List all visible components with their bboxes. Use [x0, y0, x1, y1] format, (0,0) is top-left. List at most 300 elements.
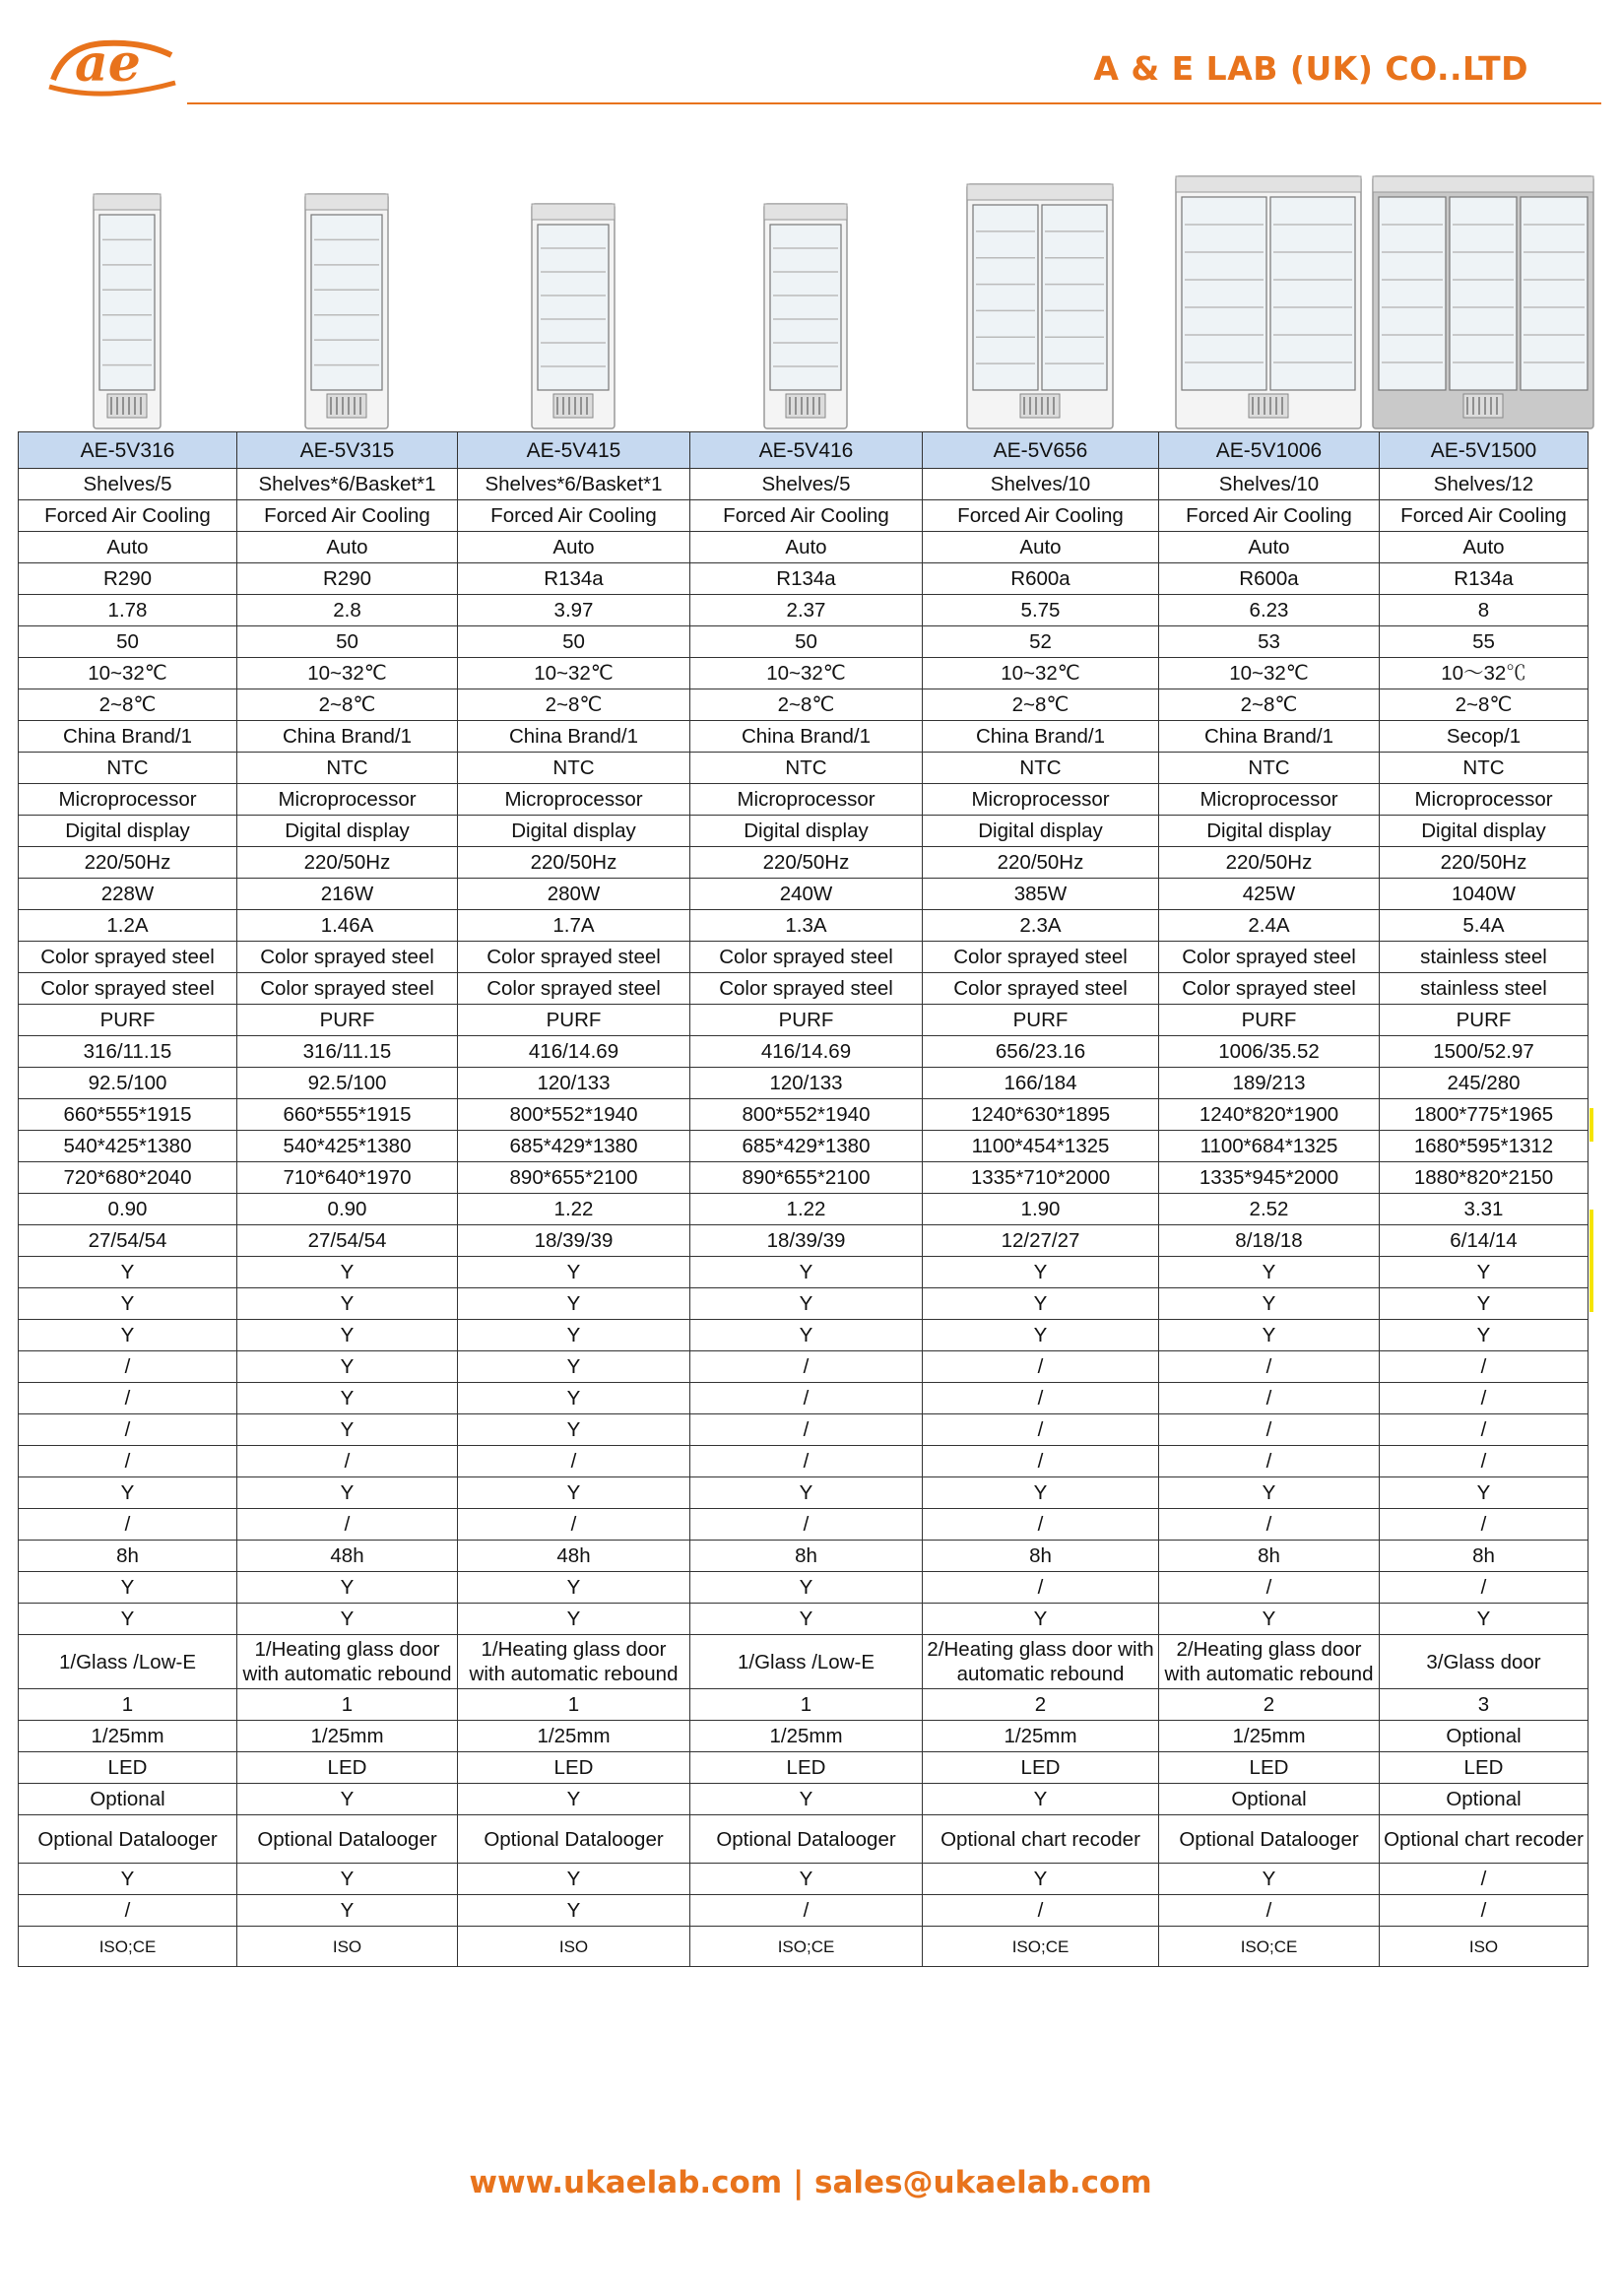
- table-row: [19, 563, 1589, 595]
- table-cell: 120/133: [690, 1068, 923, 1099]
- table-cell: Y: [690, 1604, 923, 1635]
- fridge-image: [763, 203, 848, 429]
- table-cell: Shelves/10: [1159, 469, 1380, 500]
- table-cell: PURF: [690, 1005, 923, 1036]
- table-row: [19, 1864, 1589, 1895]
- table-row: [19, 500, 1589, 532]
- table-cell: /: [237, 1446, 458, 1477]
- table-cell: Y: [237, 1288, 458, 1320]
- table-cell: 166/184: [923, 1068, 1159, 1099]
- fridge-image: [93, 193, 162, 429]
- table-cell: 1680*595*1312: [1380, 1131, 1589, 1162]
- page-header: [0, 0, 1621, 108]
- table-cell: PURF: [1159, 1005, 1380, 1036]
- table-cell: /: [1380, 1572, 1589, 1604]
- logo-letters: ae: [75, 33, 141, 94]
- table-cell: Y: [458, 1864, 690, 1895]
- table-cell: Y: [237, 1320, 458, 1351]
- table-cell: Forced Air Cooling: [690, 500, 923, 532]
- table-row: [19, 626, 1589, 658]
- table-cell: 50: [237, 626, 458, 658]
- table-cell: ISO;CE: [923, 1927, 1159, 1967]
- table-cell: /: [1380, 1864, 1589, 1895]
- table-cell: 2~8℃: [458, 689, 690, 721]
- table-cell: 220/50Hz: [19, 847, 237, 879]
- table-cell: /: [923, 1446, 1159, 1477]
- table-cell: 1/25mm: [1159, 1721, 1380, 1752]
- table-cell: Forced Air Cooling: [237, 500, 458, 532]
- table-row: [19, 1689, 1589, 1721]
- table-cell: 5.75: [923, 595, 1159, 626]
- table-cell: Y: [458, 1320, 690, 1351]
- table-cell: Y: [458, 1604, 690, 1635]
- table-cell: /: [923, 1572, 1159, 1604]
- highlight-mark: [1589, 1108, 1593, 1142]
- table-cell: Microprocessor: [458, 784, 690, 816]
- table-cell: Y: [237, 1864, 458, 1895]
- table-cell: Auto: [1159, 532, 1380, 563]
- table-cell: Digital display: [458, 816, 690, 847]
- table-row: [19, 1572, 1589, 1604]
- model-name-cell: AE-5V1006: [1159, 432, 1380, 469]
- table-cell: 1.7A: [458, 910, 690, 942]
- table-cell: 2.3A: [923, 910, 1159, 942]
- table-cell: China Brand/1: [690, 721, 923, 753]
- table-cell: Auto: [690, 532, 923, 563]
- table-cell: Y: [458, 1351, 690, 1383]
- table-cell: 50: [19, 626, 237, 658]
- table-cell: PURF: [458, 1005, 690, 1036]
- table-cell: /: [690, 1383, 923, 1414]
- fridge-image: [1175, 175, 1362, 429]
- table-cell: /: [19, 1446, 237, 1477]
- table-cell: Y: [237, 1414, 458, 1446]
- fridge-image: [966, 183, 1114, 429]
- table-cell: Digital display: [1380, 816, 1589, 847]
- table-row: [19, 1257, 1589, 1288]
- table-cell: Forced Air Cooling: [19, 500, 237, 532]
- table-cell: 220/50Hz: [690, 847, 923, 879]
- table-cell: Y: [690, 1288, 923, 1320]
- fridge-image: [1372, 175, 1594, 429]
- table-cell: LED: [1159, 1752, 1380, 1784]
- table-cell: Secop/1: [1380, 721, 1589, 753]
- table-cell: 220/50Hz: [237, 847, 458, 879]
- table-cell: Y: [458, 1288, 690, 1320]
- table-cell: 1/Glass /Low-E: [19, 1635, 237, 1689]
- table-cell: Shelves/10: [923, 469, 1159, 500]
- table-cell: /: [1159, 1509, 1380, 1541]
- table-cell: 12/27/27: [923, 1225, 1159, 1257]
- table-cell: 10~32℃: [19, 658, 237, 689]
- table-cell: Y: [923, 1257, 1159, 1288]
- fridge-image: [304, 193, 389, 429]
- table-cell: Optional Datalooger: [237, 1815, 458, 1864]
- table-cell: 189/213: [1159, 1068, 1380, 1099]
- table-cell: Color sprayed steel: [458, 973, 690, 1005]
- table-cell: Y: [19, 1604, 237, 1635]
- model-name-cell: AE-5V315: [237, 432, 458, 469]
- table-cell: Y: [458, 1477, 690, 1509]
- table-cell: /: [1159, 1351, 1380, 1383]
- table-row: [19, 973, 1589, 1005]
- table-cell: /: [1159, 1446, 1380, 1477]
- table-cell: /: [923, 1414, 1159, 1446]
- table-cell: 8h: [923, 1541, 1159, 1572]
- table-cell: Forced Air Cooling: [1159, 500, 1380, 532]
- table-cell: ISO;CE: [1159, 1927, 1380, 1967]
- table-cell: Y: [458, 1784, 690, 1815]
- table-cell: ISO;CE: [19, 1927, 237, 1967]
- table-cell: Y: [923, 1320, 1159, 1351]
- table-cell: 1.22: [690, 1194, 923, 1225]
- table-cell: /: [923, 1351, 1159, 1383]
- table-cell: Y: [19, 1320, 237, 1351]
- table-row: [19, 1477, 1589, 1509]
- table-cell: Y: [237, 1257, 458, 1288]
- table-cell: Digital display: [237, 816, 458, 847]
- table-cell: Color sprayed steel: [19, 973, 237, 1005]
- table-cell: /: [1380, 1414, 1589, 1446]
- table-cell: 92.5/100: [19, 1068, 237, 1099]
- table-cell: Y: [1159, 1288, 1380, 1320]
- table-row: [19, 879, 1589, 910]
- table-cell: R600a: [923, 563, 1159, 595]
- table-cell: Y: [458, 1383, 690, 1414]
- table-cell: 2~8℃: [923, 689, 1159, 721]
- product-photos: [18, 165, 1588, 429]
- spec-table: [18, 431, 1589, 1967]
- table-cell: 425W: [1159, 879, 1380, 910]
- table-cell: Color sprayed steel: [19, 942, 237, 973]
- table-cell: 416/14.69: [690, 1036, 923, 1068]
- table-cell: /: [690, 1446, 923, 1477]
- table-cell: Y: [19, 1864, 237, 1895]
- table-cell: PURF: [237, 1005, 458, 1036]
- table-cell: ISO: [237, 1927, 458, 1967]
- table-cell: Y: [458, 1257, 690, 1288]
- table-row: [19, 1927, 1589, 1967]
- table-cell: 2.8: [237, 595, 458, 626]
- table-cell: 2.52: [1159, 1194, 1380, 1225]
- table-cell: 1800*775*1965: [1380, 1099, 1589, 1131]
- model-name-cell: AE-5V1500: [1380, 432, 1589, 469]
- table-cell: 1100*684*1325: [1159, 1131, 1380, 1162]
- table-cell: 416/14.69: [458, 1036, 690, 1068]
- table-cell: Color sprayed steel: [1159, 973, 1380, 1005]
- table-cell: /: [237, 1509, 458, 1541]
- table-cell: R290: [237, 563, 458, 595]
- table-cell: 0.90: [19, 1194, 237, 1225]
- table-cell: Y: [690, 1320, 923, 1351]
- table-row: [19, 469, 1589, 500]
- table-cell: Optional: [1159, 1784, 1380, 1815]
- table-cell: 660*555*1915: [19, 1099, 237, 1131]
- table-row: [19, 1225, 1589, 1257]
- table-cell: China Brand/1: [237, 721, 458, 753]
- table-cell: NTC: [19, 753, 237, 784]
- table-cell: Optional Datalooger: [19, 1815, 237, 1864]
- table-cell: Color sprayed steel: [690, 973, 923, 1005]
- table-cell: PURF: [1380, 1005, 1589, 1036]
- table-cell: /: [1159, 1895, 1380, 1927]
- table-cell: LED: [19, 1752, 237, 1784]
- table-cell: ISO;CE: [690, 1927, 923, 1967]
- table-header-row: [19, 432, 1589, 469]
- table-cell: stainless steel: [1380, 942, 1589, 973]
- table-cell: Auto: [237, 532, 458, 563]
- table-cell: 2~8℃: [1380, 689, 1589, 721]
- table-cell: 52: [923, 626, 1159, 658]
- table-row: [19, 1509, 1589, 1541]
- table-cell: Digital display: [690, 816, 923, 847]
- table-cell: Microprocessor: [1380, 784, 1589, 816]
- table-cell: Y: [237, 1895, 458, 1927]
- table-cell: Optional: [19, 1784, 237, 1815]
- table-cell: LED: [237, 1752, 458, 1784]
- table-row: [19, 595, 1589, 626]
- table-cell: NTC: [1380, 753, 1589, 784]
- table-row: [19, 1635, 1589, 1689]
- table-cell: stainless steel: [1380, 973, 1589, 1005]
- table-row: [19, 532, 1589, 563]
- table-cell: 1.90: [923, 1194, 1159, 1225]
- table-cell: R134a: [458, 563, 690, 595]
- table-cell: 50: [690, 626, 923, 658]
- table-cell: Optional: [1380, 1784, 1589, 1815]
- table-cell: Shelves*6/Basket*1: [237, 469, 458, 500]
- table-row: [19, 1005, 1589, 1036]
- table-cell: 1/25mm: [19, 1721, 237, 1752]
- table-cell: 55: [1380, 626, 1589, 658]
- table-cell: Shelves/5: [690, 469, 923, 500]
- table-cell: 92.5/100: [237, 1068, 458, 1099]
- table-cell: Optional Datalooger: [458, 1815, 690, 1864]
- table-cell: 220/50Hz: [458, 847, 690, 879]
- table-cell: /: [690, 1895, 923, 1927]
- table-cell: 8h: [1380, 1541, 1589, 1572]
- table-row: [19, 1604, 1589, 1635]
- table-cell: Y: [690, 1572, 923, 1604]
- table-cell: 220/50Hz: [1159, 847, 1380, 879]
- table-row: [19, 753, 1589, 784]
- table-row: [19, 1351, 1589, 1383]
- table-cell: ISO: [1380, 1927, 1589, 1967]
- table-cell: 540*425*1380: [19, 1131, 237, 1162]
- table-cell: 53: [1159, 626, 1380, 658]
- table-cell: Microprocessor: [19, 784, 237, 816]
- table-cell: China Brand/1: [458, 721, 690, 753]
- table-cell: R134a: [690, 563, 923, 595]
- table-cell: 3.31: [1380, 1194, 1589, 1225]
- table-cell: PURF: [19, 1005, 237, 1036]
- table-cell: 1100*454*1325: [923, 1131, 1159, 1162]
- table-cell: 316/11.15: [19, 1036, 237, 1068]
- table-cell: /: [690, 1351, 923, 1383]
- table-cell: /: [1380, 1351, 1589, 1383]
- table-row: [19, 1320, 1589, 1351]
- table-cell: 1/Heating glass door with automatic rebound: [237, 1635, 458, 1689]
- table-cell: /: [690, 1414, 923, 1446]
- table-cell: 660*555*1915: [237, 1099, 458, 1131]
- table-row: [19, 1068, 1589, 1099]
- table-cell: Y: [237, 1383, 458, 1414]
- table-cell: NTC: [237, 753, 458, 784]
- table-cell: 48h: [458, 1541, 690, 1572]
- table-cell: 1/Heating glass door with automatic rebound: [458, 1635, 690, 1689]
- table-row: [19, 1036, 1589, 1068]
- table-cell: Optional chart recoder: [923, 1815, 1159, 1864]
- table-cell: Y: [923, 1864, 1159, 1895]
- table-cell: 1.2A: [19, 910, 237, 942]
- table-cell: 120/133: [458, 1068, 690, 1099]
- table-cell: Y: [690, 1864, 923, 1895]
- table-cell: 2: [923, 1689, 1159, 1721]
- table-cell: 1/25mm: [690, 1721, 923, 1752]
- table-cell: Y: [237, 1604, 458, 1635]
- table-cell: LED: [458, 1752, 690, 1784]
- table-cell: /: [1380, 1509, 1589, 1541]
- table-row: [19, 1446, 1589, 1477]
- table-cell: 8h: [19, 1541, 237, 1572]
- table-cell: 3.97: [458, 595, 690, 626]
- table-cell: 10~32℃: [690, 658, 923, 689]
- table-cell: Shelves*6/Basket*1: [458, 469, 690, 500]
- table-cell: 1: [690, 1689, 923, 1721]
- table-cell: Microprocessor: [237, 784, 458, 816]
- table-cell: Y: [690, 1477, 923, 1509]
- table-cell: 27/54/54: [237, 1225, 458, 1257]
- table-cell: Y: [19, 1572, 237, 1604]
- table-cell: 10~32℃: [458, 658, 690, 689]
- table-cell: 0.90: [237, 1194, 458, 1225]
- table-cell: Y: [923, 1604, 1159, 1635]
- table-cell: 656/23.16: [923, 1036, 1159, 1068]
- table-row: [19, 1752, 1589, 1784]
- table-cell: LED: [1380, 1752, 1589, 1784]
- table-cell: /: [458, 1446, 690, 1477]
- table-cell: 1/25mm: [237, 1721, 458, 1752]
- table-cell: 50: [458, 626, 690, 658]
- table-cell: Optional chart recoder: [1380, 1815, 1589, 1864]
- table-cell: 280W: [458, 879, 690, 910]
- table-cell: 3/Glass door: [1380, 1635, 1589, 1689]
- table-cell: 220/50Hz: [923, 847, 1159, 879]
- table-cell: NTC: [458, 753, 690, 784]
- table-cell: Y: [923, 1477, 1159, 1509]
- table-cell: Color sprayed steel: [458, 942, 690, 973]
- header-divider: [187, 102, 1601, 104]
- table-cell: 1335*710*2000: [923, 1162, 1159, 1194]
- table-cell: PURF: [923, 1005, 1159, 1036]
- table-cell: Auto: [1380, 532, 1589, 563]
- table-cell: Microprocessor: [923, 784, 1159, 816]
- table-cell: Color sprayed steel: [923, 942, 1159, 973]
- table-cell: 10~32℃: [1159, 658, 1380, 689]
- table-cell: Color sprayed steel: [237, 973, 458, 1005]
- table-cell: Color sprayed steel: [690, 942, 923, 973]
- table-row: [19, 1541, 1589, 1572]
- table-cell: NTC: [690, 753, 923, 784]
- table-cell: 8h: [690, 1541, 923, 1572]
- table-cell: Y: [458, 1414, 690, 1446]
- table-cell: 216W: [237, 879, 458, 910]
- table-row: [19, 1288, 1589, 1320]
- table-cell: 8h: [1159, 1541, 1380, 1572]
- table-cell: 6/14/14: [1380, 1225, 1589, 1257]
- table-cell: 720*680*2040: [19, 1162, 237, 1194]
- table-cell: /: [1159, 1572, 1380, 1604]
- model-name-cell: AE-5V656: [923, 432, 1159, 469]
- table-row: [19, 1815, 1589, 1864]
- table-cell: Y: [458, 1895, 690, 1927]
- table-cell: NTC: [1159, 753, 1380, 784]
- table-cell: Y: [1380, 1477, 1589, 1509]
- table-cell: /: [19, 1509, 237, 1541]
- table-cell: R600a: [1159, 563, 1380, 595]
- table-cell: 1/25mm: [458, 1721, 690, 1752]
- table-cell: Y: [458, 1572, 690, 1604]
- table-cell: Y: [1159, 1477, 1380, 1509]
- table-row: [19, 1721, 1589, 1752]
- table-cell: Auto: [19, 532, 237, 563]
- table-cell: Y: [237, 1784, 458, 1815]
- table-cell: /: [923, 1383, 1159, 1414]
- table-cell: Color sprayed steel: [923, 973, 1159, 1005]
- table-cell: 18/39/39: [690, 1225, 923, 1257]
- table-cell: Shelves/5: [19, 469, 237, 500]
- table-cell: China Brand/1: [19, 721, 237, 753]
- table-cell: 2: [1159, 1689, 1380, 1721]
- table-cell: Y: [1159, 1864, 1380, 1895]
- table-cell: 1335*945*2000: [1159, 1162, 1380, 1194]
- table-cell: Digital display: [19, 816, 237, 847]
- table-cell: 1500/52.97: [1380, 1036, 1589, 1068]
- table-cell: 800*552*1940: [690, 1099, 923, 1131]
- table-cell: 1/25mm: [923, 1721, 1159, 1752]
- table-cell: 10～32℃: [1380, 658, 1589, 689]
- table-cell: /: [1159, 1414, 1380, 1446]
- table-cell: Auto: [458, 532, 690, 563]
- table-cell: 1880*820*2150: [1380, 1162, 1589, 1194]
- table-cell: LED: [923, 1752, 1159, 1784]
- table-cell: 10~32℃: [237, 658, 458, 689]
- table-cell: /: [19, 1895, 237, 1927]
- table-cell: Optional: [1380, 1721, 1589, 1752]
- table-cell: 1.46A: [237, 910, 458, 942]
- table-cell: ISO: [458, 1927, 690, 1967]
- table-cell: Color sprayed steel: [1159, 942, 1380, 973]
- table-cell: /: [1380, 1446, 1589, 1477]
- table-row: [19, 942, 1589, 973]
- table-row: [19, 847, 1589, 879]
- table-cell: 890*655*2100: [690, 1162, 923, 1194]
- table-row: [19, 1131, 1589, 1162]
- table-row: [19, 1194, 1589, 1225]
- table-cell: /: [923, 1895, 1159, 1927]
- table-cell: Optional Datalooger: [690, 1815, 923, 1864]
- table-cell: Y: [237, 1572, 458, 1604]
- table-cell: Microprocessor: [1159, 784, 1380, 816]
- model-name-cell: AE-5V415: [458, 432, 690, 469]
- company-name: A & E LAB (UK) CO..LTD: [1093, 49, 1528, 88]
- table-row: [19, 689, 1589, 721]
- table-cell: 1: [19, 1689, 237, 1721]
- table-row: [19, 1414, 1589, 1446]
- table-cell: Y: [923, 1784, 1159, 1815]
- table-cell: Y: [1159, 1604, 1380, 1635]
- table-row: [19, 658, 1589, 689]
